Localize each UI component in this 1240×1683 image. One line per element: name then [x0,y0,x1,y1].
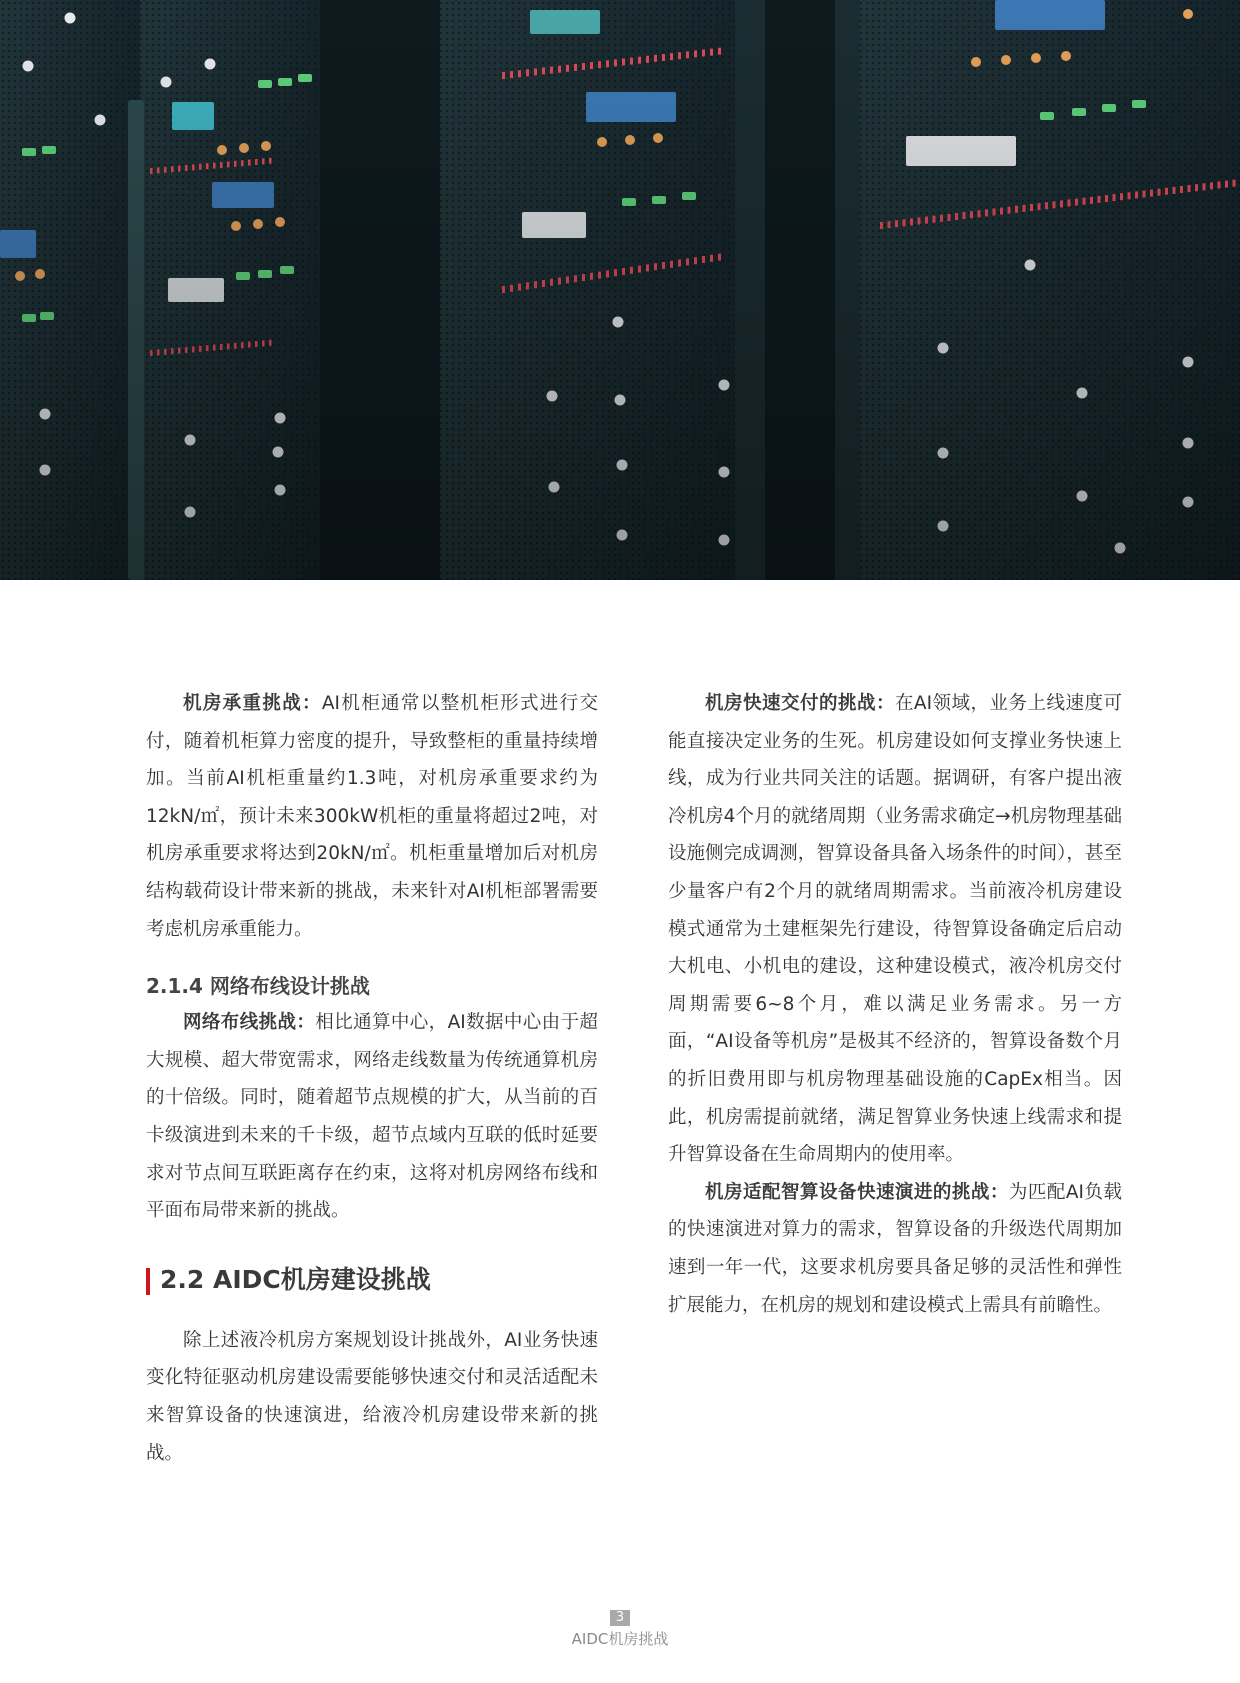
section-heading [146,1260,598,1300]
section-accent-bar [146,1268,150,1295]
page-footer [0,1606,1240,1649]
paragraph-network-cabling [146,1004,598,1230]
paragraph-body: 为匹配AI负载的快速演进对算力的需求，智算设备的升级迭代周期加速到一年一代，这要求机房要具备足够的灵活性和弹性扩展能力，在机房的规划和建设模式上需具有前瞻性。 [668,1181,1122,1316]
subsection-heading: 2.1.4 网络布线设计挑战 [146,974,370,999]
paragraph-lead: 机房适配智算设备快速演进的挑战： [705,1181,1009,1203]
paragraph-section-intro [146,1322,598,1472]
page-number: 3 [610,1610,630,1626]
left-column [146,685,598,1472]
paragraph-lead: 机房快速交付的挑战： [705,693,895,714]
section-title: 2.2 AIDC机房建设挑战 [160,1264,431,1294]
paragraph-floor-load [146,685,598,948]
paragraph-body: 相比通算中心，AI数据中心由于超大规模、超大带宽需求，网络走线数量为传统通算机房的十倍级。同时，随着超节点规模的扩大，从当前的百卡级演进到未来的千卡级，超节点域内互联的低时延要求对节点间互联距离存在约束，这将对机房网络布线和平面布局带来新的挑战。 [146,1012,598,1222]
footer-title: AIDC机房挑战 [571,1630,669,1648]
paragraph-body: AI机柜通常以整机柜形式进行交付，随着机柜算力密度的提升，导致整柜的重量持续增加。当前AI机柜重量约1.3吨，对机房承重要求约为12kN/㎡，预计未来300kW机柜的重量将超过2吨，对机房承重要求将达到20kN/㎡。机柜重量增加后对机房结构载荷设计带来新的挑战，未来针对AI机柜部署需要考虑机房承重能力。 [146,693,598,940]
hero-server-rack-image [0,0,1240,580]
right-column [668,685,1122,1324]
paragraph-lead: 机房承重挑战： [183,693,322,714]
paragraph-body: 在AI领域，业务上线速度可能直接决定业务的生死。机房建设如何支撑业务快速上线，成为行业共同关注的话题。据调研，有客户提出液冷机房4个月的就绪周期（业务需求确定→机房物理基础设施侧完成调测，智算设备具备入场条件的时间），甚至少量客户有2个月的就绪周期需求。当前液冷机房建设模式通常为土建框架先行建设，待智算设备确定后启动大机电、小机电的建设，这种建设模式，液冷机房交付周期需要6~8个月，难以满足业务需求。另一方面，“AI设备等机房”是极其不经济的，智算设备数个月的折旧费用即与机房物理基础设施的CapEx相当。因此，机房需提前就绪，满足智算业务快速上线需求和提升智算设备在生命周期内的使用率。 [668,693,1122,1166]
paragraph-lead: 网络布线挑战： [183,1012,316,1034]
paragraph-body: 除上述液冷机房方案规划设计挑战外，AI业务快速变化特征驱动机房建设需要能够快速交付和灵活适配未来智算设备的快速演进，给液冷机房建设带来新的挑战。 [146,1329,598,1464]
paragraph-device-evolution [668,1174,1122,1324]
paragraph-fast-delivery [668,685,1122,1174]
